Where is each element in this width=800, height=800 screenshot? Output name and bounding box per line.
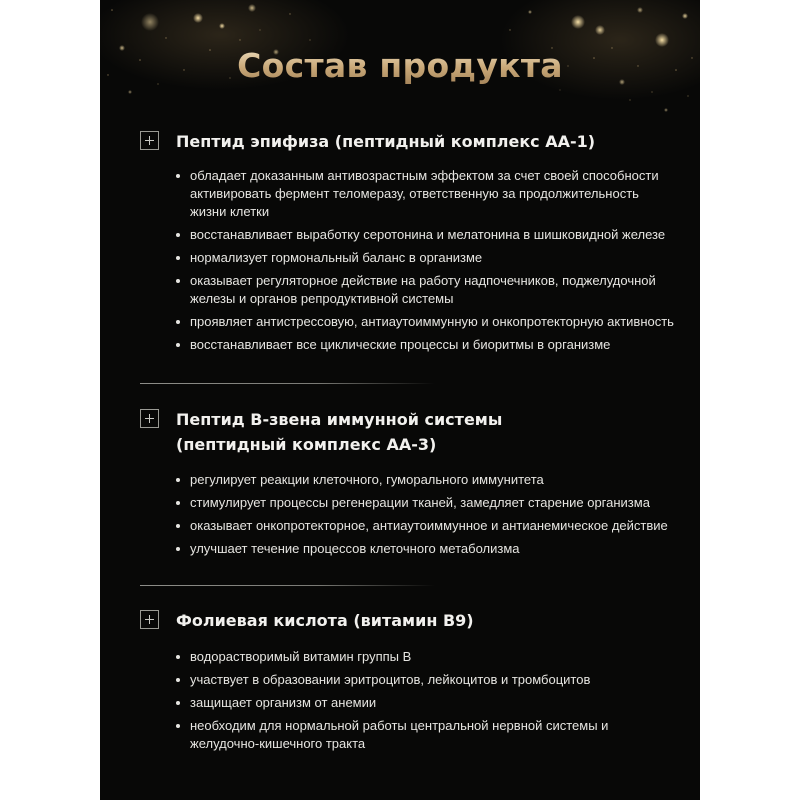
section-3-benefits-list bbox=[176, 648, 676, 758]
section-header[interactable] bbox=[140, 129, 680, 154]
plus-icon[interactable] bbox=[140, 409, 159, 428]
list-item: стимулирует процессы регенерации тканей, замедляет старение организма bbox=[176, 494, 676, 512]
list-item: проявляет антистрессовую, антиаутоиммунную и онкопротекторную активность bbox=[176, 313, 676, 331]
list-item: обладает доказанным антивозрастным эффектом за счет своей способности активировать фермент теломеразу, ответственную за продолжительность жизни клетки bbox=[176, 167, 676, 221]
section-1-benefits-list bbox=[176, 167, 676, 359]
section-epiphysis-peptide bbox=[140, 129, 680, 154]
section-title: Пептид В-звена иммунной системы (пептидный комплекс АА-3) bbox=[176, 410, 503, 454]
section-folic-acid bbox=[140, 608, 680, 633]
section-header[interactable] bbox=[140, 407, 680, 457]
plus-icon[interactable] bbox=[140, 610, 159, 629]
list-item: оказывает онкопротекторное, антиаутоиммунное и антианемическое действие bbox=[176, 517, 676, 535]
section-divider bbox=[140, 585, 435, 586]
section-title: Фолиевая кислота (витамин В9) bbox=[176, 611, 474, 630]
product-composition-card bbox=[100, 0, 700, 800]
page-title: Состав продукта bbox=[100, 46, 700, 85]
section-title: Пептид эпифиза (пептидный комплекс АА-1) bbox=[176, 132, 596, 151]
plus-icon[interactable] bbox=[140, 131, 159, 150]
section-2-benefits-list bbox=[176, 471, 676, 563]
list-item: необходим для нормальной работы центральной нервной системы и желудочно-кишечного тракта bbox=[176, 717, 676, 753]
list-item: защищает организм от анемии bbox=[176, 694, 676, 712]
section-divider bbox=[140, 383, 435, 384]
list-item: восстанавливает все циклические процессы и биоритмы в организме bbox=[176, 336, 676, 354]
section-header[interactable] bbox=[140, 608, 680, 633]
list-item: улучшает течение процессов клеточного метаболизма bbox=[176, 540, 676, 558]
list-item: восстанавливает выработку серотонина и мелатонина в шишковидной железе bbox=[176, 226, 676, 244]
section-b-immune-peptide bbox=[140, 407, 680, 457]
list-item: оказывает регуляторное действие на работу надпочечников, поджелудочной железы и органов репродуктивной системы bbox=[176, 272, 676, 308]
list-item: нормализует гормональный баланс в организме bbox=[176, 249, 676, 267]
list-item: регулирует реакции клеточного, гуморального иммунитета bbox=[176, 471, 676, 489]
list-item: участвует в образовании эритроцитов, лейкоцитов и тромбоцитов bbox=[176, 671, 676, 689]
list-item: водорастворимый витамин группы В bbox=[176, 648, 676, 666]
